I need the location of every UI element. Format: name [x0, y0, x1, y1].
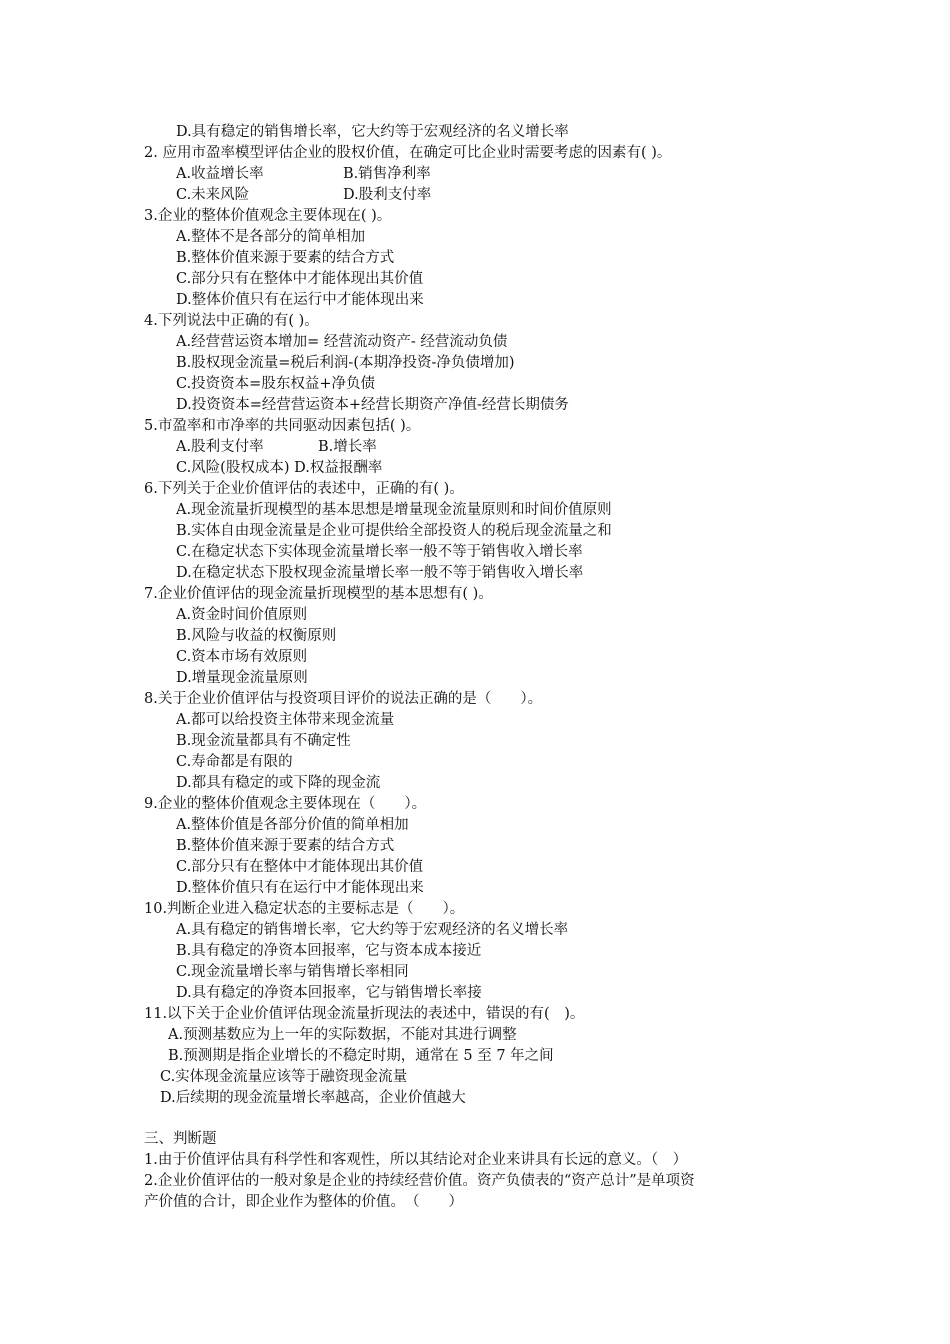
q4-option-b: B.股权现金流量=税后利润-(本期净投资-净负债增加) [176, 355, 515, 371]
q6-option-c: C.在稳定状态下实体现金流量增长率一般不等于销售收入增长率 [176, 544, 583, 560]
q4-stem: 4.下列说法中正确的有( )。 [144, 313, 319, 329]
q10-option-b: B.具有稳定的净资本回报率，它与资本成本接近 [176, 943, 482, 959]
q8-option-b: B.现金流量都具有不确定性 [176, 733, 351, 749]
q9-option-d: D.整体价值只有在运行中才能体现出来 [176, 880, 424, 896]
q11-option-d: D.后续期的现金流量增长率越高，企业价值越大 [160, 1090, 466, 1106]
q2-option-b: B.销售净利率 [343, 166, 431, 182]
q5-stem: 5.市盈率和市净率的共同驱动因素包括( )。 [144, 418, 421, 434]
q6-stem: 6.下列关于企业价值评估的表述中，正确的有( )。 [144, 481, 464, 497]
q11-option-a: A.预测基数应为上一年的实际数据，不能对其进行调整 [168, 1027, 517, 1043]
q8-stem: 8.关于企业价值评估与投资项目评价的说法正确的是（ ）。 [144, 691, 543, 707]
q5-option-b: B.增长率 [318, 439, 377, 455]
q11-stem: 11.以下关于企业价值评估现金流量折现法的表述中，错误的有( )。 [144, 1006, 585, 1022]
q8-option-c: C.寿命都是有限的 [176, 754, 293, 770]
q10-stem: 10.判断企业进入稳定状态的主要标志是（ ）。 [144, 901, 465, 917]
q6-option-d: D.在稳定状态下股权现金流量增长率一般不等于销售收入增长率 [176, 565, 584, 581]
q10-option-d: D.具有稳定的净资本回报率，它与销售增长率接 [176, 985, 482, 1001]
q1-option-d: D.具有稳定的销售增长率，它大约等于宏观经济的名义增长率 [176, 124, 569, 140]
q2-option-c: C.未来风险 [176, 187, 250, 203]
q5-option-cd: C.风险(股权成本) D.权益报酬率 [176, 460, 383, 476]
q4-option-a: A.经营营运资本增加= 经营流动资产- 经营流动负债 [176, 334, 508, 350]
q8-option-d: D.都具有稳定的或下降的现金流 [176, 775, 381, 791]
q7-option-d: D.增量现金流量原则 [176, 670, 308, 686]
q5-option-a: A.股利支付率 [176, 439, 264, 455]
q2-option-d: D.股利支付率 [343, 187, 432, 203]
q10-option-a: A.具有稳定的销售增长率，它大约等于宏观经济的名义增长率 [176, 922, 569, 938]
q3-option-b: B.整体价值来源于要素的结合方式 [176, 250, 395, 266]
q7-option-a: A.资金时间价值原则 [176, 607, 308, 623]
q7-stem: 7.企业价值评估的现金流量折现模型的基本思想有( )。 [144, 586, 493, 602]
q4-option-c: C.投资资本=股东权益+净负债 [176, 376, 375, 392]
q4-option-d: D.投资资本=经营营运资本+经营长期资产净值-经营长期债务 [176, 397, 569, 413]
q2-stem: 2. 应用市盈率模型评估企业的股权价值，在确定可比企业时需要考虑的因素有( )。 [144, 145, 672, 161]
q3-stem: 3.企业的整体价值观念主要体现在( )。 [144, 208, 392, 224]
q11-option-b: B.预测期是指企业增长的不稳定时期，通常在 5 至 7 年之间 [168, 1048, 554, 1064]
q3-option-d: D.整体价值只有在运行中才能体现出来 [176, 292, 424, 308]
section3-heading: 三、判断题 [144, 1131, 217, 1147]
q6-option-b: B.实体自由现金流量是企业可提供给全部投资人的税后现金流量之和 [176, 523, 612, 539]
judge-item-2-line2: 产价值的合计，即企业作为整体的价值。 （ ） [144, 1194, 463, 1210]
q8-option-a: A.都可以给投资主体带来现金流量 [176, 712, 395, 728]
q3-option-a: A.整体不是各部分的简单相加 [176, 229, 366, 245]
q10-option-c: C.现金流量增长率与销售增长率相同 [176, 964, 409, 980]
judge-item-2-line1: 2.企业价值评估的一般对象是企业的持续经营价值。资产负债表的“资产总计”是单项资 [144, 1173, 695, 1189]
q6-option-a: A.现金流量折现模型的基本思想是增量现金流量原则和时间价值原则 [176, 502, 612, 518]
q2-option-a: A.收益增长率 [176, 166, 264, 182]
q7-option-c: C.资本市场有效原则 [176, 649, 308, 665]
q9-option-a: A.整体价值是各部分价值的简单相加 [176, 817, 409, 833]
judge-item-1: 1.由于价值评估具有科学性和客观性，所以其结论对企业来讲具有长远的意义。（ ） [144, 1152, 688, 1168]
q9-option-c: C.部分只有在整体中才能体现出其价值 [176, 859, 424, 875]
q3-option-c: C.部分只有在整体中才能体现出其价值 [176, 271, 424, 287]
q9-option-b: B.整体价值来源于要素的结合方式 [176, 838, 395, 854]
q9-stem: 9.企业的整体价值观念主要体现在（ ）。 [144, 796, 427, 812]
q11-option-c: C.实体现金流量应该等于融资现金流量 [160, 1069, 408, 1085]
q7-option-b: B.风险与收益的权衡原则 [176, 628, 337, 644]
